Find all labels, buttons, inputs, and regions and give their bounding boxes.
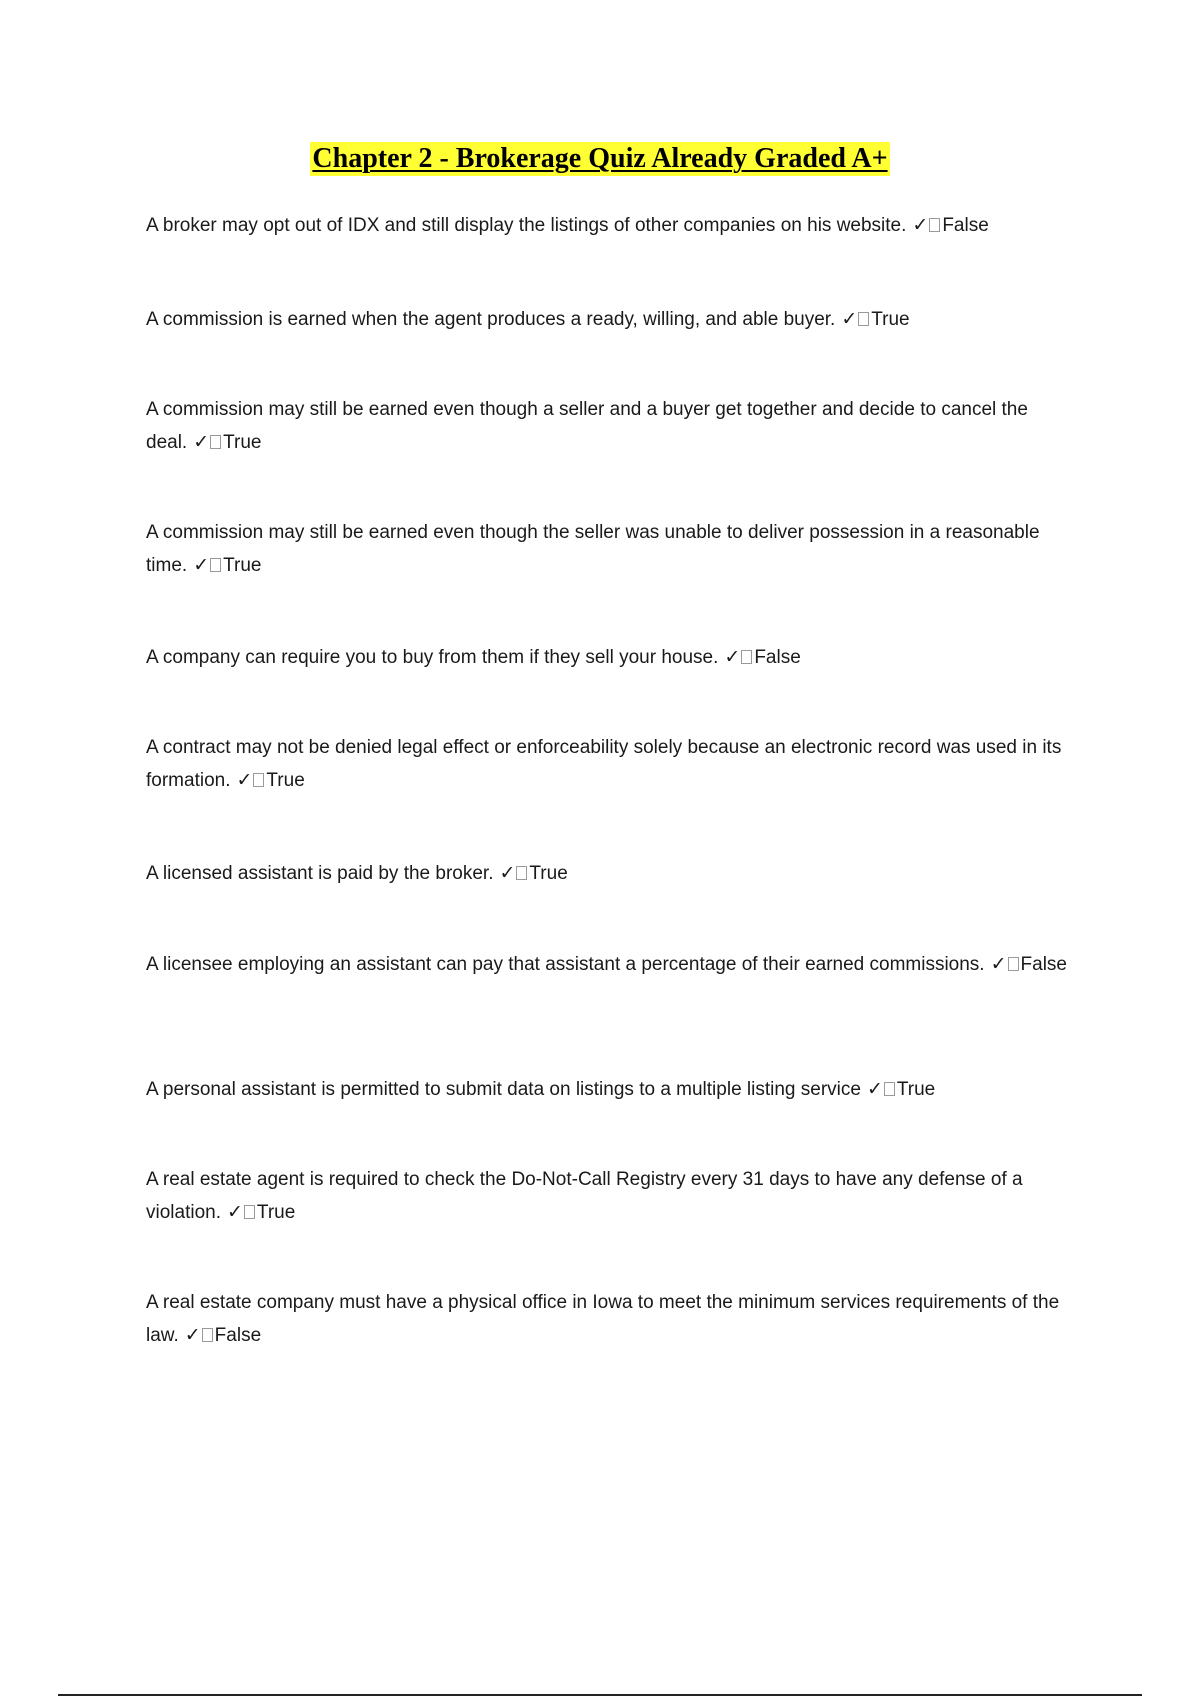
empty-box-icon xyxy=(202,1328,213,1342)
answer-text: True xyxy=(871,309,910,330)
question-item xyxy=(146,1164,1096,1229)
question-item xyxy=(146,948,1096,981)
check-mark-icon: ✓ xyxy=(236,769,253,791)
question-text: A broker may opt out of IDX and still display the listings of other companies on his website. xyxy=(146,215,907,236)
answer-text: True xyxy=(896,1079,936,1100)
answer-text: True xyxy=(223,555,262,576)
answer-text: False xyxy=(214,1325,262,1346)
empty-box-icon xyxy=(253,773,264,787)
answer-text: False xyxy=(754,647,801,668)
question-item xyxy=(146,1287,1096,1352)
check-mark-icon: ✓ xyxy=(193,554,210,576)
question-text: A personal assistant is permitted to submit data on listings to a multiple listing service xyxy=(146,1079,861,1100)
answer-text: True xyxy=(223,432,262,453)
empty-box-icon xyxy=(210,435,221,449)
answer-text: True xyxy=(256,1202,296,1223)
check-mark-icon: ✓ xyxy=(912,214,929,236)
question-item xyxy=(146,641,1096,674)
question-item xyxy=(146,517,1096,582)
page-title: Chapter 2 - Brokerage Quiz Already Graded A+ xyxy=(312,143,888,174)
question-text: A commission may still be earned even though the seller was unable to deliver possession in a reasonable time. xyxy=(146,522,1040,576)
question-text: A commission may still be earned even though a seller and a buyer get together and decide to cancel the deal. xyxy=(146,399,1028,453)
question-item xyxy=(146,209,1096,242)
empty-box-icon xyxy=(244,1205,255,1219)
question-text: A real estate agent is required to check the Do-Not-Call Registry every 31 days to have any defense of a violation. xyxy=(146,1169,1023,1223)
check-mark-icon: ✓ xyxy=(841,308,858,330)
question-item xyxy=(146,394,1096,459)
question-item xyxy=(146,1073,1096,1106)
empty-box-icon xyxy=(210,558,221,572)
answer-text: True xyxy=(529,863,568,884)
question-text: A company can require you to buy from them if they sell your house. xyxy=(146,647,719,668)
check-mark-icon: ✓ xyxy=(184,1324,201,1346)
check-mark-icon: ✓ xyxy=(866,1078,883,1100)
empty-box-icon xyxy=(741,650,752,664)
empty-box-icon xyxy=(1008,957,1019,971)
answer-text: True xyxy=(266,770,305,791)
question-text: A licensee employing an assistant can pay that assistant a percentage of their earned commissions. xyxy=(146,954,985,975)
question-text: A contract may not be denied legal effect or enforceability solely because an electronic record was used in its formation. xyxy=(146,737,1062,791)
check-mark-icon: ✓ xyxy=(193,431,210,453)
check-mark-icon: ✓ xyxy=(990,953,1007,975)
question-text: A commission is earned when the agent produces a ready, willing, and able buyer. xyxy=(146,309,836,330)
question-item xyxy=(146,857,1096,890)
empty-box-icon xyxy=(929,218,940,232)
footer-divider xyxy=(58,1694,1142,1696)
check-mark-icon: ✓ xyxy=(724,646,741,668)
empty-box-icon xyxy=(858,312,869,326)
answer-text: False xyxy=(1020,954,1067,975)
question-item xyxy=(146,732,1096,797)
empty-box-icon xyxy=(884,1082,895,1096)
question-text: A licensed assistant is paid by the broker. xyxy=(146,863,494,884)
check-mark-icon: ✓ xyxy=(227,1201,243,1223)
answer-text: False xyxy=(942,215,989,236)
title-wrapper xyxy=(0,142,1200,176)
empty-box-icon xyxy=(516,866,527,880)
question-text: A real estate company must have a physical office in Iowa to meet the minimum services requirements of the law. xyxy=(146,1292,1060,1346)
question-item xyxy=(146,303,1096,336)
check-mark-icon: ✓ xyxy=(499,862,516,884)
